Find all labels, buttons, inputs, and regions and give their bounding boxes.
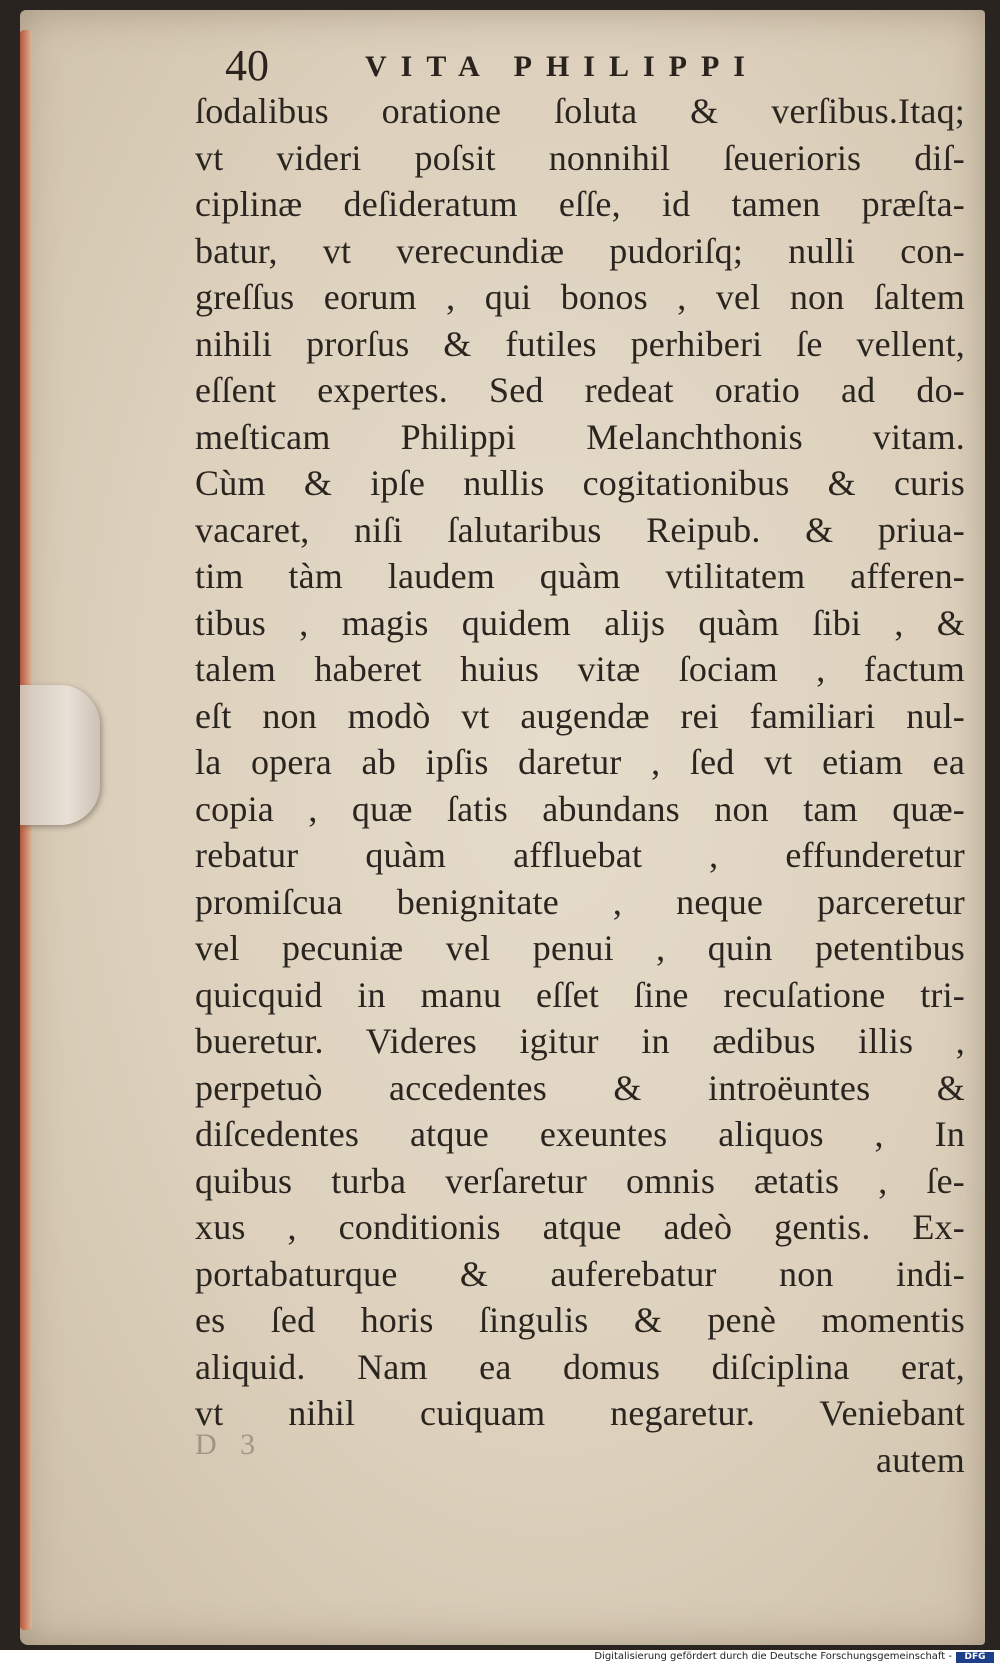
text-line: xus , conditionis atque adeò gentis. Ex- (195, 1207, 965, 1247)
text-line: batur, vt verecundiæ pudoriſq; nulli con- (195, 230, 965, 271)
text-line: eſſent expertes. Sed redeat oratio ad do- (195, 370, 965, 410)
text-line: nihili prorſus & futiles perhiberi ſe vellent, (195, 323, 965, 364)
text-line: vt nihil cuiquam negaretur. Veniebant (195, 1393, 965, 1433)
text-line: quicquid in manu eſſet ſine recuſatione tri- (195, 974, 965, 1015)
text-line: promiſcua benignitate , neque parceretur (195, 881, 965, 922)
header-title: VITA PHILIPPI (365, 50, 759, 83)
catchword: autem (876, 1439, 965, 1480)
page-number: 40 (225, 41, 269, 90)
text-line: portabaturque & auferebatur non indi- (195, 1253, 965, 1294)
text-line: perpetuò accedentes & introëuntes & (195, 1067, 965, 1108)
text-line: aliquid. Nam ea domus diſciplina erat, (195, 1346, 965, 1387)
text-line: tim tàm laudem quàm vtilitatem afferen- (195, 556, 965, 596)
text-line: ciplinæ deſideratum eſſe, id tamen præſta- (195, 184, 965, 224)
page-edge (20, 30, 32, 1630)
text-line: la opera ab ipſis daretur , ſed vt etiam ea (195, 742, 965, 782)
text-line: rebatur quàm affluebat , effunderetur (195, 835, 965, 875)
text-line: copia , quæ ſatis abundans non tam quæ- (195, 788, 965, 829)
book-clasp (20, 685, 100, 825)
text-line: greſſus eorum , qui bonos , vel non ſaltem (195, 277, 965, 317)
footer-bar (0, 1650, 1000, 1665)
text-line: eſt non modò vt augendæ rei familiari nul- (195, 695, 965, 736)
text-line: talem haberet huius vitæ ſociam , factum (195, 649, 965, 689)
text-block (195, 88, 965, 1483)
signature-mark: D 3 (195, 1428, 264, 1461)
text-line: meſticam Philippi Melanchthonis vitam. (195, 416, 965, 457)
text-line: ſodalibus oratione ſoluta & verſibus.Itaq; (195, 91, 965, 131)
text-line: vel pecuniæ vel penui , quin petentibus (195, 928, 965, 968)
text-line: tibus , magis quidem alijs quàm ſibi , & (195, 602, 965, 643)
text-line: diſcedentes atque exeuntes aliquos , In (195, 1114, 965, 1154)
running-head (225, 40, 865, 90)
text-line: bueretur. Videres igitur in ædibus illis , (195, 1021, 965, 1061)
text-line: es ſed horis ſingulis & penè momentis (195, 1300, 965, 1340)
funding-credit: Digitalisierung gefördert durch die Deutsche Forschungsgemeinschaft - (594, 1651, 952, 1662)
text-line: vacaret, niſi ſalutaribus Reipub. & priua- (195, 509, 965, 550)
dfg-logo-icon: DFG (956, 1652, 994, 1663)
text-line: Cùm & ipſe nullis cogitationibus & curis (195, 463, 965, 503)
text-line: quibus turba verſaretur omnis ætatis , ſe- (195, 1160, 965, 1201)
text-line: vt videri poſsit nonnihil ſeuerioris diſ- (195, 137, 965, 178)
